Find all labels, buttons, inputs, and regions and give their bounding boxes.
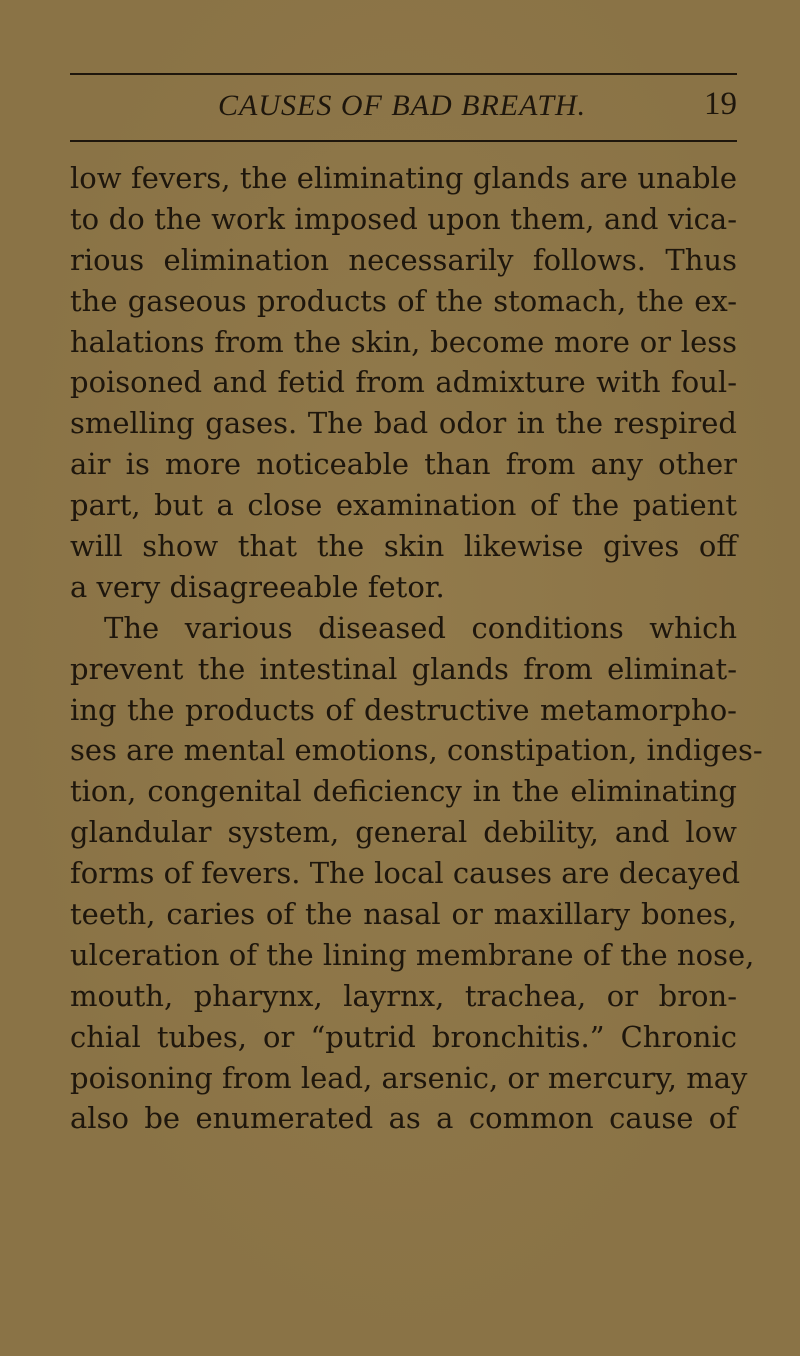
running-title: CAUSES OF BAD BREATH. (218, 89, 587, 122)
text-line: low fevers, the eliminating glands are unable (70, 161, 737, 195)
paragraph-end-line: a very disagreeable fetor. (70, 569, 445, 604)
text-line: forms of fevers. The local causes are decayed (70, 856, 741, 891)
running-head (70, 86, 737, 130)
text-line: rious elimination necessarily follows. Thus (70, 242, 737, 277)
text-line: ing the products of destructive metamorpho- (70, 692, 737, 727)
text-line: smelling gases. The bad odor in the respired (70, 406, 737, 441)
text-line: the gaseous products of the stomach, the ex- (70, 283, 737, 318)
text-line: ulceration of the lining membrane of the nose, (70, 937, 755, 972)
text-line: part, but a close examination of the patient (70, 488, 737, 523)
text-line: halations from the skin, become more or less (70, 324, 737, 359)
text-line: air is more noticeable than from any other (70, 447, 737, 482)
text-line: teeth, caries of the nasal or maxillary bones, (70, 897, 737, 932)
text-line: tion, congenital deficiency in the eliminating (70, 774, 737, 809)
text-line: mouth, pharynx, layrnx, trachea, or bron- (70, 978, 737, 1013)
text-line: also be enumerated as a common cause of (70, 1101, 737, 1136)
body-text (70, 158, 763, 1139)
text-line: ses are mental emotions, constipation, indiges- (70, 733, 763, 768)
header-rule-bottom (70, 140, 737, 142)
text-line: glandular system, general debility, and low (70, 815, 737, 850)
page-number: 19 (704, 86, 737, 122)
text-line: to do the work imposed upon them, and vica- (70, 201, 737, 236)
text-line: prevent the intestinal glands from eliminat- (70, 651, 737, 686)
text-line: will show that the skin likewise gives off (70, 529, 737, 564)
text-line: poisoning from lead, arsenic, or mercury, may (70, 1060, 748, 1095)
text-line: poisoned and fetid from admixture with foul- (70, 365, 737, 400)
text-line: chial tubes, or “putrid bronchitis.” Chronic (70, 1019, 737, 1054)
header-rule-top (70, 73, 737, 75)
paragraph-start-line: The various diseased conditions which (104, 610, 737, 645)
